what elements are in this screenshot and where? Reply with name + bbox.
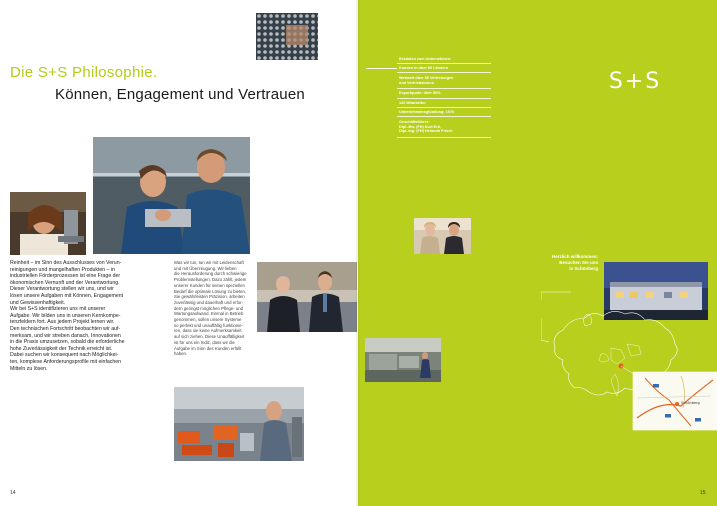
page-number-left: 14 xyxy=(10,490,16,496)
fact-row: Weltweit über 50 Vertretungen und Vertriebsbüros xyxy=(397,73,491,89)
production-hall-photo xyxy=(365,338,441,382)
fact-row: Geschäftsführer: Dipl.-Bw. (FH) Kurt Ertl, Dipl.-Ing. (FH) Helmuth Frisch xyxy=(397,117,491,137)
workshop-team-photo xyxy=(93,137,250,254)
ss-logo xyxy=(600,66,670,94)
book-spine-shadow xyxy=(356,0,360,506)
page-title-line-1: Die S+S Philosophie. xyxy=(10,64,158,81)
fact-row: Unternehmensgründung: 1976 xyxy=(397,108,491,117)
logo-text: S+S xyxy=(608,69,662,94)
philosophy-column-text: Was wir tun, tun wir mit Leidenschaft und mit Überzeugung. Wir lieben die Herausforderung durch schwierige Problemstellungen. Dazu zählt, jedem unserer Kunden für seinen speziellen Bedarf die optimale Lösung zu bieten. Sie gewährleisten Präzision, arbeiten zuverlässig und dauerhaft und erfor- dern geringst möglichen Pflege- und Wartungsaufwand. Einmal in Betrieb genommen, sollen unsere Systeme so perfekt und unauffällig funktionie- ren, dass sie keine Aufmerksamkeit auf sich ziehen. Diese Unauffälligkeit ist für uns ein Indiz, dass wir die Aufgabe im Sinn des Kunden erfüllt haben. xyxy=(174,260,247,357)
welcome-text: Herzlich willkommen: Besuchen Sie uns in Schönberg xyxy=(551,254,598,271)
office-staff-photo xyxy=(414,218,471,254)
facts-title: Eckdaten zum Unternehmen: xyxy=(397,56,491,64)
managing-directors-photo xyxy=(257,262,357,332)
page-title-line-2: Können, Engagement und Vertrauen xyxy=(55,86,305,103)
fact-row: Exportquote: über 50% xyxy=(397,89,491,98)
fact-row: Kunden in über 60 Ländern xyxy=(397,64,491,73)
location-map xyxy=(541,288,717,448)
intro-text: Reinheit – im Sinn des Ausschlusses von Verun- reinigungen und mangelhaften Produkten – in industriellen Förderprozessen ist eine Frage der ökonomischen Vernunft und der Verantwortung. Dieser Verantwortung stellen wir uns, und wir lösen unsere Aufgaben mit Können, Engagement und Gewissenhaftigkeit. Wir bei S+S identifizieren uns mit unserer Aufgabe. Wir bilden uns in unseren Kernkompe- tenzfeldern fort. Aus jedem Projekt lernen wir. Den technischen Fortschritt beobachten wir auf- merksam, und wir streben danach, Innovationen in die Praxis umzusetzen, sobald die erforderliche hohe Zuverlässigkeit der Technik erreicht ist. Dabei suchen wir konsequent nach Möglichkei- ten, komplexe Anforderungsprofile mit einfachen Mitteln zu lösen. xyxy=(10,260,125,372)
perforated-metal-photo xyxy=(256,13,318,60)
production-machinery-photo xyxy=(174,387,304,461)
map-location-label: Schönberg xyxy=(681,401,700,405)
company-facts-table xyxy=(397,56,491,138)
facts-rule-line xyxy=(366,68,397,69)
fact-row: 130 Mitarbeiter xyxy=(397,99,491,108)
page-number-right: 15 xyxy=(700,490,706,496)
lab-worker-photo xyxy=(10,192,86,255)
